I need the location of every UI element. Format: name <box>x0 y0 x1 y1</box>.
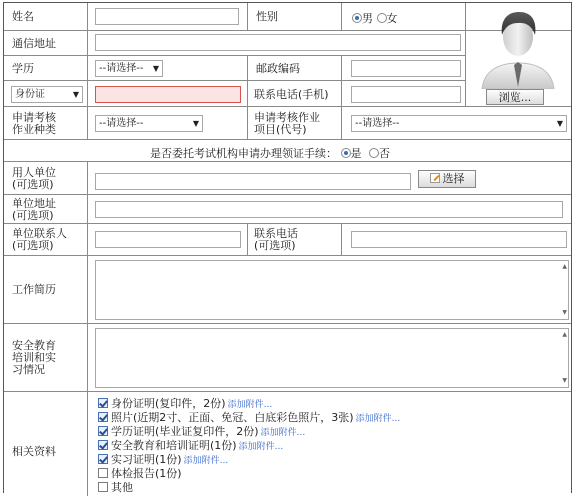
entrust-yes-label: 是 <box>350 147 362 160</box>
entrust-no-radio[interactable] <box>369 148 379 158</box>
exam-type-label-cell <box>4 107 88 139</box>
materials-label: 相关资料 <box>12 445 56 458</box>
chevron-down-icon: ▼ <box>192 119 199 128</box>
add-attachment-link[interactable]: 添加附件... <box>227 400 273 410</box>
employer-address-input[interactable] <box>95 201 563 218</box>
scroll-up-icon[interactable]: ▲ <box>562 331 567 338</box>
employer-address-label-cell <box>4 195 88 223</box>
row-id <box>4 81 466 107</box>
education-label-cell <box>4 56 88 80</box>
employer-address-label-2: (可选项) <box>12 209 54 222</box>
scroll-down-icon[interactable]: ▼ <box>562 377 567 384</box>
material-text: 学历证明(毕业证复印件，2份) <box>111 425 259 438</box>
material-text: 照片(近期2寸、正面、免冠、白底彩色照片，3张) <box>111 411 354 424</box>
photo-cell <box>466 3 571 107</box>
contact-label-1: 单位联系人 <box>12 227 67 240</box>
material-item <box>98 439 283 452</box>
application-form <box>3 2 572 493</box>
material-text: 体检报告(1份) <box>111 467 182 480</box>
scroll-down-icon[interactable]: ▼ <box>562 309 567 316</box>
add-attachment-link[interactable]: 添加附件... <box>238 442 284 452</box>
education-select[interactable] <box>95 60 163 77</box>
resume-textarea[interactable] <box>95 260 569 320</box>
gender-male-radio[interactable] <box>352 13 362 23</box>
phone-label: 联系电话(手机) <box>254 88 329 101</box>
name-input-cell <box>88 3 248 30</box>
contact-phone-label-2: (可选项) <box>254 239 296 252</box>
contact-phone-input[interactable] <box>351 231 567 248</box>
row-employer-address <box>4 195 571 224</box>
row-safety <box>4 324 571 392</box>
employer-label-1: 用人单位 <box>12 166 56 179</box>
exam-type-select-cell <box>88 107 248 139</box>
gender-radio-group <box>352 10 398 26</box>
chevron-down-icon: ▼ <box>72 90 79 99</box>
exam-type-label-2: 作业种类 <box>12 123 56 136</box>
name-input[interactable] <box>95 8 239 25</box>
material-checkbox[interactable] <box>98 482 108 492</box>
material-checkbox[interactable] <box>98 454 108 464</box>
exam-type-select[interactable] <box>95 115 203 132</box>
material-item <box>98 425 305 438</box>
address-label-cell <box>4 31 88 55</box>
resume-input-cell <box>88 256 571 323</box>
entrust-yes-radio[interactable] <box>341 148 351 158</box>
address-input[interactable] <box>95 34 461 51</box>
safety-label-1: 安全教育 <box>12 339 56 352</box>
material-item <box>98 453 228 466</box>
gender-female-label: 女 <box>386 12 398 25</box>
safety-textarea[interactable] <box>95 328 569 388</box>
choose-button[interactable] <box>418 170 476 188</box>
scroll-up-icon[interactable]: ▲ <box>562 263 567 270</box>
row-education <box>4 56 466 81</box>
employer-address-input-cell <box>88 195 571 223</box>
row-employer <box>4 162 571 195</box>
edit-icon <box>430 173 440 183</box>
contact-input-cell <box>88 224 248 255</box>
employer-label-2: (可选项) <box>12 178 54 191</box>
add-attachment-link[interactable]: 添加附件... <box>183 456 229 466</box>
material-checkbox[interactable] <box>98 468 108 478</box>
exam-item-select-value: --请选择-- <box>355 118 400 129</box>
phone-label-cell <box>248 81 342 106</box>
gender-options-cell <box>342 3 466 30</box>
add-attachment-link[interactable]: 添加附件... <box>355 414 401 424</box>
gender-label: 性别 <box>256 10 278 23</box>
material-item <box>98 411 400 424</box>
contact-label-cell <box>4 224 88 255</box>
row-materials <box>4 392 571 496</box>
material-checkbox[interactable] <box>98 440 108 450</box>
exam-item-select[interactable] <box>351 115 567 132</box>
material-item <box>98 397 272 410</box>
entrust-question: 是否委托考试机构申请办理领证手续： <box>150 147 337 160</box>
address-input-cell <box>88 31 466 55</box>
entrust-question-group <box>150 145 390 161</box>
material-text: 其他 <box>111 481 133 494</box>
postcode-input-cell <box>342 56 466 80</box>
postcode-label-cell <box>248 56 342 80</box>
id-type-select-value: 身份证 <box>15 89 45 100</box>
employer-label-cell <box>4 162 88 194</box>
material-text: 身份证明(复印件，2份) <box>111 397 226 410</box>
postcode-label: 邮政编码 <box>256 62 300 75</box>
phone-input[interactable] <box>351 86 461 103</box>
row-resume <box>4 256 571 324</box>
exam-item-label-1: 申请考核作业 <box>254 111 320 124</box>
contact-input[interactable] <box>95 231 241 248</box>
contact-label-2: (可选项) <box>12 239 54 252</box>
contact-phone-label-1: 联系电话 <box>254 227 298 240</box>
exam-type-label-1: 申请考核 <box>12 111 56 124</box>
exam-item-label-cell <box>248 107 342 139</box>
contact-phone-input-cell <box>342 224 571 255</box>
entrust-no-label: 否 <box>379 147 390 160</box>
safety-label-2: 培训和实 <box>12 351 56 364</box>
exam-type-select-value: --请选择-- <box>99 118 144 129</box>
employer-address-label-1: 单位地址 <box>12 197 56 210</box>
education-select-value: --请选择-- <box>99 63 144 74</box>
exam-item-select-cell <box>342 107 571 139</box>
choose-button-label: 选择 <box>442 172 465 185</box>
gender-label-cell <box>248 3 342 30</box>
exam-item-label-2: 项目(代号) <box>254 123 307 136</box>
row-exam <box>4 107 571 140</box>
row-entrust <box>4 140 571 162</box>
material-text: 安全教育和培训证明(1份) <box>111 439 237 452</box>
postcode-input[interactable] <box>351 60 461 77</box>
material-checkbox[interactable] <box>98 412 108 422</box>
material-checkbox[interactable] <box>98 398 108 408</box>
education-select-cell <box>88 56 248 80</box>
chevron-down-icon: ▼ <box>152 64 159 73</box>
id-number-input[interactable] <box>95 86 241 103</box>
contact-phone-label-cell <box>248 224 342 255</box>
resume-label-cell <box>4 256 88 323</box>
material-checkbox[interactable] <box>98 426 108 436</box>
row-address <box>4 31 466 56</box>
safety-label-cell <box>4 324 88 391</box>
material-item <box>98 467 182 480</box>
avatar-placeholder-icon <box>480 7 556 89</box>
id-type-select[interactable] <box>11 86 83 103</box>
name-label-cell <box>4 3 88 30</box>
safety-label-3: 习情况 <box>12 363 45 376</box>
material-item <box>98 481 133 494</box>
gender-male-label: 男 <box>362 12 373 25</box>
safety-input-cell <box>88 324 571 391</box>
employer-input[interactable] <box>95 173 411 190</box>
gender-female-radio[interactable] <box>377 13 387 23</box>
phone-input-cell <box>342 81 466 106</box>
add-attachment-link[interactable]: 添加附件... <box>260 428 306 438</box>
material-text: 实习证明(1份) <box>111 453 182 466</box>
address-label: 通信地址 <box>12 37 56 50</box>
browse-button[interactable]: 浏览... <box>486 89 544 105</box>
row-contact <box>4 224 571 256</box>
chevron-down-icon: ▼ <box>556 119 563 128</box>
materials-label-cell <box>4 392 88 496</box>
education-label: 学历 <box>12 62 34 75</box>
id-number-cell <box>88 81 248 106</box>
employer-input-cell <box>88 162 571 194</box>
name-label: 姓名 <box>12 10 34 23</box>
resume-label: 工作简历 <box>12 283 56 296</box>
id-type-cell <box>4 81 88 106</box>
